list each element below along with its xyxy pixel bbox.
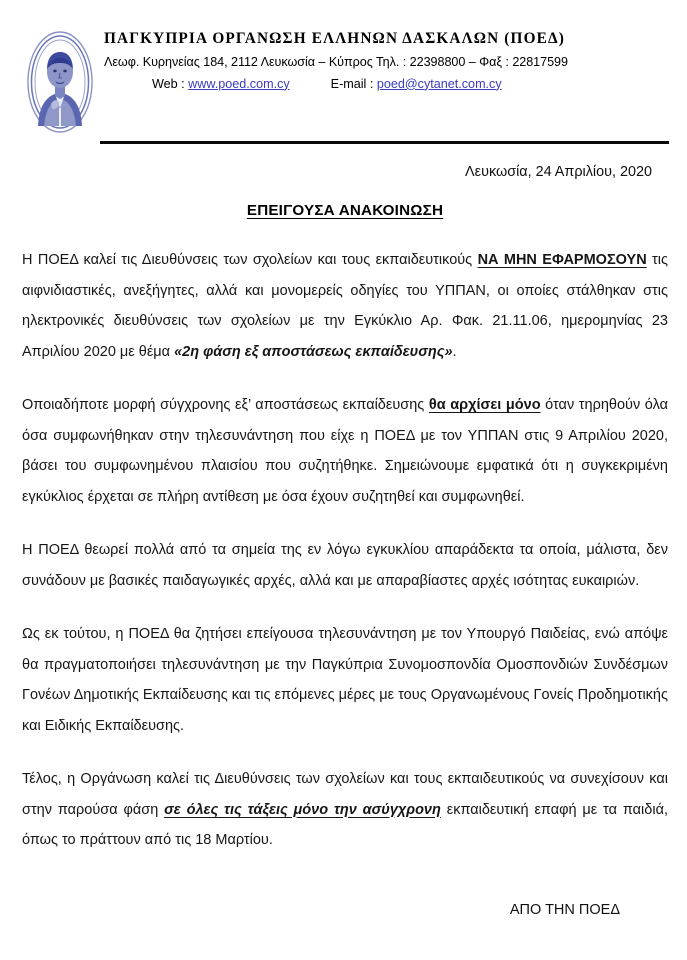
document-body <box>0 164 687 918</box>
organization-address: Λεωφ. Κυρηνείας 184, 2112 Λευκωσία – Κύπρος Τηλ. : 22398800 – Φαξ : 22817599 <box>104 54 568 69</box>
letterhead-divider-wrap <box>0 134 687 144</box>
p2-segment-2: όταν τηρηθούν όλα όσα συμφωνήθηκαν στην τηλεσυνάντηση που είχε η ΠΟΕΔ με τον ΥΠΠΑΝ στις 9 Απριλίου 2020, βάσει του συμφωνημένου πλαισίου που συζητήθηκε. Σημειώνουμε εμφατικά ότι η συγκεκριμένη εγκύκλιος έρχεται σε πλήρη αντίθεση με όσα έχουν συζητηθεί και συμφωνηθεί. <box>22 397 669 505</box>
poed-emblem-icon <box>26 30 94 134</box>
email-link[interactable]: poed@cytanet.com.cy <box>376 76 502 91</box>
website-link[interactable]: www.poed.com.cy <box>188 76 290 91</box>
web-label: Web : <box>152 76 185 91</box>
p1-segment-2: τις αιφνιδιαστικές, ανεξήγητες, αλλά και μονομερείς οδηγίες του ΥΠΠΑΝ, οι οποίες στάλθηκαν στις ηλεκτρονικές διευθύνσεις των σχολείων με την Εγκύκλιο Αρ. Φακ. 21.11.06, ημερομηνίας 23 Απριλίου 2020 με θέμα <box>22 252 668 360</box>
p1-emphasis-1: ΝΑ ΜΗΝ ΕΦΑΡΜΟΣΟΥΝ <box>477 252 647 268</box>
signature-line: ΑΠΟ ΤΗΝ ΠΟΕΔ <box>509 901 620 918</box>
p5-emphasis-1: σε όλες τις τάξεις μόνο την ασύγχρονη <box>164 801 441 818</box>
paragraph-3 <box>22 535 668 596</box>
paragraph-4 <box>22 619 668 741</box>
p1-segment-1: Η ΠΟΕΔ καλεί τις Διευθύνσεις των σχολείων και τους εκπαιδευτικούς <box>22 252 478 268</box>
letterhead-divider <box>100 141 669 144</box>
organization-logo <box>26 28 98 134</box>
letterhead <box>0 0 687 134</box>
p5-segment-1: Τέλος, η Οργάνωση καλεί τις Διευθύνσεις των σχολείων και τους εκπαιδευτικούς να συνεχίσουν και στην παρούσα φάση <box>22 771 668 818</box>
p3-segment-1: Η ΠΟΕΔ θεωρεί πολλά από τα σημεία της εν λόγω εγκυκλίου απαράδεκτα τα οποία, μάλιστα, δεν συνάδουν με βασικές παιδαγωγικές αρχές, αλλά και με απαραβίαστες αρχές ισότητας ευκαιριών. <box>22 542 668 589</box>
page-title-text: ΕΠΕΙΓΟΥΣΑ ΑΝΑΚΟΙΝΩΣΗ <box>246 202 444 219</box>
p2-emphasis-1: θα αρχίσει μόνο <box>428 397 541 413</box>
paragraph-5 <box>22 764 668 856</box>
p5-segment-2: εκπαιδευτική επαφή με τα παιδιά, όπως το πράττουν από τις 18 Μαρτίου. <box>22 801 668 848</box>
paragraph-2 <box>22 390 668 512</box>
organization-title: ΠΑΓΚΥΠΡΙΑ ΟΡΓΑΝΩΣΗ ΕΛΛΗΝΩΝ ΔΑΣΚΑΛΩΝ (ΠΟΕΔ) <box>104 30 565 47</box>
date-line: Λευκωσία, 24 Απριλίου, 2020 <box>465 164 652 180</box>
email-label: E-mail : <box>330 76 374 91</box>
organization-contact-line <box>104 77 669 91</box>
p2-segment-1: Οποιαδήποτε μορφή σύγχρονης εξ’ αποστάσεως εκπαίδευσης <box>22 397 429 413</box>
p1-emphasis-2: «2η φάση εξ αποστάσεως εκπαίδευσης» <box>174 343 453 360</box>
p1-segment-3: . <box>452 343 457 360</box>
page-title <box>22 202 668 219</box>
letterhead-text-block <box>98 28 669 91</box>
paragraph-1 <box>22 245 668 367</box>
p4-segment-1: Ως εκ τούτου, η ΠΟΕΔ θα ζητήσει επείγουσα τηλεσυνάντηση με τον Υπουργό Παιδείας, ενώ απόψε θα πραγματοποιήσει τηλεσυνάντηση με την Παγκύπρια Συνομοσπονδία Ομοσπονδιών Συνδέσμων Γονέων Δημοτικής Εκπαίδευσης και τις επόμενες μέρες με τους Οργανωμένους Γονείς Προδημοτικής και Ειδικής Εκπαίδευσης. <box>22 626 668 734</box>
